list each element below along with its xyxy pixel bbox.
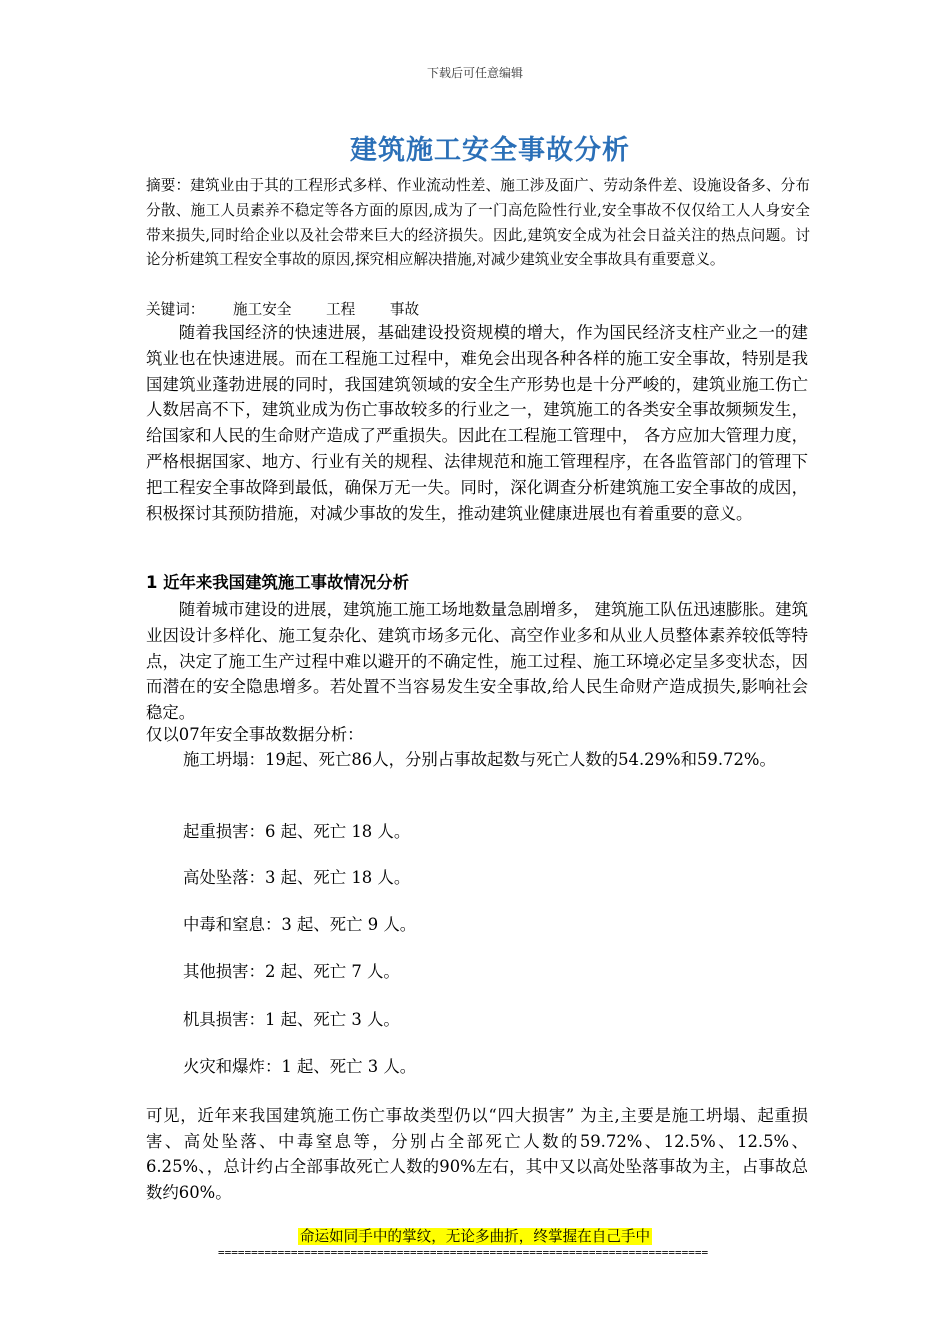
stat-item: 机具损害：1 起、死亡 3 人。	[183, 1010, 400, 1029]
footer-divider: ==========================================================================	[218, 1246, 709, 1259]
conclusion-paragraph: 可见，近年来我国建筑施工伤亡事故类型仍以“四大损害” 为主,主要是施工坍塌、起重损害、高处坠落、中毒窒息等，分别占全部死亡人数的59.72%、12.5%、12.5%、6.25%、，总计约占全部事故死亡人数的90%左右，其中又以高处坠落事故为主，占事故总数约60%。	[146, 1106, 808, 1202]
section-paragraph: 随着城市建设的进展，建筑施工施工场地数量急剧增多， 建筑施工队伍迅速膨胀。建筑业因设计多样化、施工复杂化、建筑市场多元化、高空作业多和从业人员整体素养较低等特点，决定了施工生产过程中难以避开的不确定性，施工过程、施工环境必定呈多变状态，因而潜在的安全隐患增多。若处置不当容易发生安全事故,给人民生命财产造成损失,影响社会稳定。	[146, 600, 808, 723]
abstract-paragraph: 摘要：建筑业由于其的工程形式多样、作业流动性差、施工涉及面广、劳动条件差、设施设备多、分布分散、施工人员素养不稳定等各方面的原因,成为了一门高危险性行业,安全事故不仅仅给工人人身安全带来损失,同时给企业以及社会带来巨大的经济损失。因此,建筑安全成为社会日益关注的热点问题。讨论分析建筑工程安全事故的原因,探究相应解决措施,对减少建筑业安全事故具有重要意义。	[146, 177, 810, 269]
stat-item: 施工坍塌：19起、死亡86人，分别占事故起数与死亡人数的54.29%和59.72%。	[183, 750, 776, 769]
header-note: 下载后可任意编辑	[426, 66, 523, 80]
keyword-item: 工程	[326, 301, 356, 318]
stat-item: 高处坠落：3 起、死亡 18 人。	[183, 868, 411, 887]
stat-item: 其他损害：2 起、死亡 7 人。	[183, 962, 400, 981]
stat-item: 中毒和窒息：3 起、死亡 9 人。	[183, 915, 417, 934]
data-intro-line: 仅以07年安全事故数据分析：	[146, 725, 364, 744]
keywords-label: 关键词：	[146, 301, 205, 318]
section-heading: 1 近年来我国建筑施工事故情况分析	[146, 573, 409, 592]
keyword-item: 施工安全	[233, 301, 292, 318]
keywords-line	[146, 298, 419, 322]
footer-motto: 命运如同手中的掌纹，无论多曲折，终掌握在自己手中	[299, 1228, 651, 1245]
document-title: 建筑施工安全事故分析	[350, 135, 630, 166]
stat-item: 起重损害：6 起、死亡 18 人。	[183, 822, 411, 841]
stat-item: 火灾和爆炸：1 起、死亡 3 人。	[183, 1057, 417, 1076]
keyword-item: 事故	[389, 301, 420, 318]
intro-paragraph: 随着我国经济的快速进展，基础建设投资规模的增大，作为国民经济支柱产业之一的建筑业也在快速进展。而在工程施工过程中，难免会出现各种各样的施工安全事故，特别是我国建筑业蓬勃进展的同时，我国建筑领域的安全生产形势也是十分严峻的，建筑业施工伤亡人数居高不下，建筑业成为伤亡事故较多的行业之一，建筑施工的各类安全事故频频发生，给国家和人民的生命财产造成了严重损失。因此在工程施工管理中， 各方应加大管理力度， 严格根据国家、地方、行业有关的规程、法律规范和施工管理程序，在各监管部门的管理下把工程安全事故降到最低，确保万无一失。同时，深化调查分析建筑施工安全事故的成因，积极探讨其预防措施，对减少事故的发生，推动建筑业健康进展也有着重要的意义。	[146, 323, 808, 523]
